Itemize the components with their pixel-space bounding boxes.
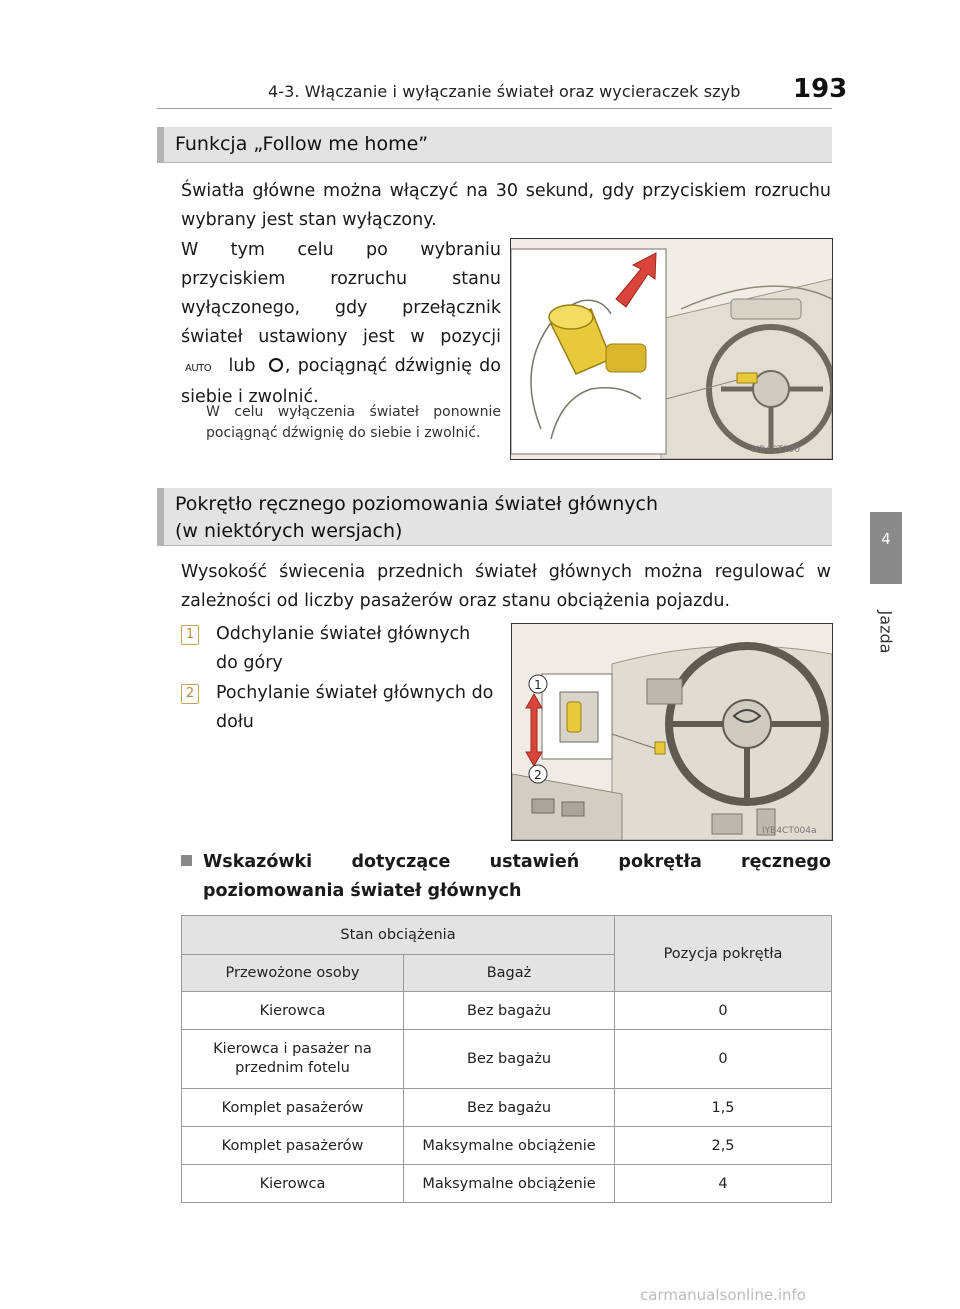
chapter-tab-label-text: Jazda	[876, 610, 896, 654]
load-position-table	[181, 915, 832, 1203]
table-row	[182, 1089, 832, 1127]
bullet-square-icon	[181, 855, 192, 866]
section-title	[175, 491, 658, 545]
item-number: 1	[181, 625, 199, 645]
chapter-tab-number: 4	[881, 530, 891, 548]
section-title: Funkcja „Follow me home”	[175, 133, 429, 155]
section-title-line2: (w niektórych wersjach)	[175, 520, 403, 542]
cell-luggage: Maksymalne obciążenie	[404, 1127, 615, 1165]
item-text: Odchylanie świateł głównych do góry	[216, 624, 471, 673]
follow-me-home-note: W celu wyłączenia świateł ponownie pociągnąć dźwignię do siebie i zwolnić.	[206, 404, 501, 441]
tips-heading-text: Wskazówki dotyczące ustawień pokrętła ręcznego poziomowania świateł głównych	[203, 852, 831, 901]
table-header-dial-position: Pozycja pokrętła	[615, 916, 832, 992]
table-header-luggage: Bagaż	[404, 955, 615, 992]
light-off-symbol-icon	[269, 358, 283, 372]
cell-position: 2,5	[615, 1127, 832, 1165]
section-title-line1: Pokrętło ręcznego poziomowania świateł głównych	[175, 493, 659, 515]
instruction-text-1: W tym celu po wybraniu przyciskiem rozruchu stanu wyłączonego, gdy przełącznik świateł ustawiony jest w pozycji	[181, 240, 501, 347]
cell-position: 0	[615, 992, 832, 1030]
section-header-bar	[157, 488, 164, 545]
table-header-load-state: Stan obciążenia	[182, 916, 615, 955]
table-row	[182, 1030, 832, 1089]
item-number: 2	[181, 684, 199, 704]
watermark: carmanualsonline.info	[640, 1286, 806, 1304]
figure-headlight-lever	[510, 238, 833, 460]
chapter-tab-label	[872, 592, 900, 672]
leveling-dial-illustration	[512, 624, 832, 840]
cell-position: 4	[615, 1165, 832, 1203]
figure-code: IYB4CT004a	[762, 826, 817, 836]
headlight-leveling-intro: Wysokość świecenia przednich świateł głównych można regulować w zależności od liczby pasażerów oraz stanu obciążenia pojazdu.	[181, 562, 831, 611]
section-header-follow-me-home	[157, 127, 832, 163]
cell-people: Kierowca	[182, 992, 404, 1030]
follow-me-home-intro: Światła główne można włączyć na 30 sekund, gdy przyciskiem rozruchu wybrany jest stan wyłączony.	[181, 181, 831, 230]
cell-luggage: Bez bagażu	[404, 992, 615, 1030]
cell-position: 1,5	[615, 1089, 832, 1127]
table-header-people: Przewożone osoby	[182, 955, 404, 992]
table-row	[182, 992, 832, 1030]
instruction-text-2: , pociągnąć dźwignię do siebie i zwolnić.	[181, 356, 501, 407]
figure-callout-2: 2	[534, 768, 542, 782]
chapter-tab	[870, 512, 902, 584]
cell-people: Komplet pasażerów	[182, 1089, 404, 1127]
auto-symbol: AUTO	[185, 363, 212, 374]
instruction-or: lub	[228, 356, 256, 376]
cell-luggage: Bez bagażu	[404, 1089, 615, 1127]
item-text: Pochylanie świateł głównych do dołu	[216, 683, 494, 732]
cell-luggage: Bez bagażu	[404, 1030, 615, 1089]
table-row	[182, 1127, 832, 1165]
follow-me-home-instruction	[181, 236, 501, 412]
cell-luggage: Maksymalne obciążenie	[404, 1165, 615, 1203]
cell-people: Kierowca	[182, 1165, 404, 1203]
section-header-bar	[157, 127, 164, 162]
cell-people: Komplet pasażerów	[182, 1127, 404, 1165]
header-rule	[157, 108, 832, 109]
headlight-lever-illustration	[511, 239, 832, 459]
cell-position: 0	[615, 1030, 832, 1089]
page-number: 193	[793, 74, 848, 104]
running-header-title: 4-3. Włączanie i wyłączanie świateł oraz wycieraczek szyb	[268, 82, 741, 101]
figure-leveling-dial	[511, 623, 833, 841]
table-row	[182, 1165, 832, 1203]
section-header-headlight-leveling	[157, 488, 832, 546]
cell-people: Kierowca i pasażer na przednim fotelu	[182, 1030, 404, 1089]
figure-callout-1: 1	[534, 678, 542, 692]
figure-code: IYB4CT100	[751, 445, 801, 455]
